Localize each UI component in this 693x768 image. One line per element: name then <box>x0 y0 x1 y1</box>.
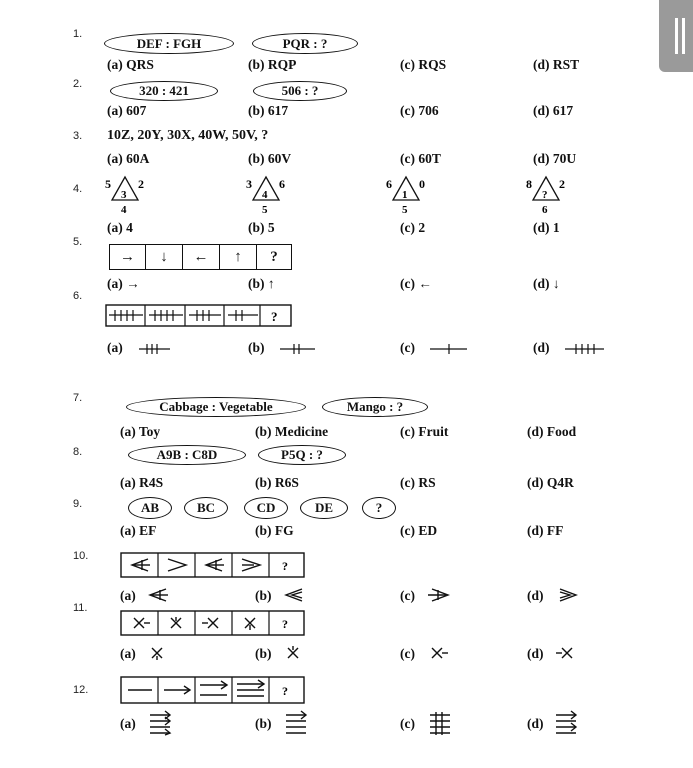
pair-oval: PQR : ? <box>252 33 358 54</box>
svg-text:5: 5 <box>402 204 408 216</box>
svg-text:3: 3 <box>121 189 127 201</box>
option-c[interactable]: (c) 2 <box>400 220 426 235</box>
option-a[interactable]: (a) 607 <box>107 103 147 118</box>
arrow-lines-option-icon <box>148 710 174 736</box>
series-oval: CD <box>244 497 288 519</box>
pair-oval: 506 : ? <box>253 81 347 101</box>
option-b[interactable]: (b) 617 <box>248 103 289 118</box>
svg-text:8: 8 <box>526 177 532 191</box>
series-oval: AB <box>128 497 172 519</box>
svg-text:1: 1 <box>402 189 408 201</box>
question-number: 7. <box>73 392 83 404</box>
question-number: 12. <box>73 684 89 696</box>
option-a[interactable]: (a) 60A <box>107 151 150 166</box>
option-c[interactable]: (c) ← <box>400 276 432 291</box>
triangle-figure <box>105 177 144 216</box>
option-c[interactable]: (c) <box>400 588 415 603</box>
cross-option-icon <box>554 645 576 661</box>
svg-text:0: 0 <box>419 177 425 191</box>
option-c[interactable]: (c) <box>400 340 415 355</box>
number-letter-series: 10Z, 20Y, 30X, 40W, 50V, ? <box>107 128 269 143</box>
scroll-handle[interactable] <box>659 0 693 72</box>
tally-option-icon <box>428 342 470 356</box>
angle-option-icon <box>146 586 170 604</box>
question-number: 4. <box>73 183 83 195</box>
option-a[interactable]: (a) <box>107 340 123 355</box>
arrow-left-icon: ← <box>183 245 220 269</box>
pair-oval: DEF : FGH <box>104 33 234 54</box>
question-number: 1. <box>73 28 83 40</box>
option-c[interactable]: (c) <box>400 716 415 731</box>
arrow-sequence <box>109 244 292 270</box>
pair-oval: P5Q : ? <box>258 445 346 465</box>
question-number: 8. <box>73 446 83 458</box>
cross-option-icon <box>284 645 304 661</box>
cross-symbol-sequence <box>120 610 310 638</box>
svg-text:5: 5 <box>105 177 111 191</box>
angle-option-icon <box>426 586 454 604</box>
cross-option-icon <box>428 645 450 661</box>
question-mark: ? <box>270 248 278 265</box>
svg-text:6: 6 <box>279 177 285 191</box>
tally-sequence <box>105 304 305 328</box>
option-d[interactable]: (d) RST <box>533 57 580 72</box>
series-oval: DE <box>300 497 348 519</box>
triangle-figure <box>526 177 565 216</box>
option-d[interactable]: (d) ↓ <box>533 276 560 291</box>
svg-text:5: 5 <box>262 204 268 216</box>
arrow-lines-icon <box>128 680 264 696</box>
question-mark: ? <box>282 684 288 698</box>
option-d[interactable]: (d) 70U <box>533 151 577 166</box>
option-a[interactable]: (a) 4 <box>107 220 133 235</box>
arrow-up-icon: ↑ <box>220 245 257 269</box>
arrow-lines-option-icon <box>428 710 454 736</box>
question-mark: ? <box>271 309 278 324</box>
question-number: 11. <box>73 602 88 614</box>
option-c[interactable]: (c) 706 <box>400 103 439 118</box>
option-b[interactable]: (b) ↑ <box>248 276 275 291</box>
option-c[interactable]: (c) ED <box>400 523 438 538</box>
option-c[interactable]: (c) Fruit <box>400 424 449 439</box>
scroll-grip-line <box>682 18 685 54</box>
triangle-figure <box>386 177 425 216</box>
option-a[interactable]: (a) <box>120 716 136 731</box>
option-b[interactable]: (b) <box>255 646 272 661</box>
question-number: 10. <box>73 550 89 562</box>
option-d[interactable]: (d) <box>527 716 544 731</box>
option-d[interactable]: (d) <box>533 340 550 355</box>
question-number: 6. <box>73 290 83 302</box>
option-b[interactable]: (b) <box>255 588 272 603</box>
option-b[interactable]: (b) 60V <box>248 151 292 166</box>
option-a[interactable]: (a) <box>120 646 136 661</box>
scroll-grip-line <box>675 18 678 54</box>
option-b[interactable]: (b) RQP <box>248 57 297 72</box>
svg-text:6: 6 <box>542 204 548 216</box>
svg-text:3: 3 <box>246 177 252 191</box>
pair-oval: 320 : 421 <box>110 81 218 101</box>
option-a[interactable]: (a) R4S <box>120 475 164 490</box>
option-b[interactable]: (b) 5 <box>248 220 275 235</box>
option-a[interactable]: (a) Toy <box>120 424 161 439</box>
option-b[interactable]: (b) R6S <box>255 475 299 490</box>
angle-symbol-icon <box>132 559 260 571</box>
option-d[interactable]: (d) 617 <box>533 103 574 118</box>
option-d[interactable]: (d) <box>527 646 544 661</box>
option-b[interactable]: (b) Medicine <box>255 424 329 439</box>
option-a[interactable]: (a) QRS <box>107 57 154 72</box>
tally-option-icon <box>137 342 173 356</box>
question-number: 3. <box>73 130 83 142</box>
question-mark: ? <box>282 559 288 573</box>
option-d[interactable]: (d) Food <box>527 424 577 439</box>
option-d[interactable]: (d) 1 <box>533 220 560 235</box>
option-c[interactable]: (c) RQS <box>400 57 447 72</box>
arrow-lines-option-icon <box>554 710 580 736</box>
tally-option-icon <box>278 342 318 356</box>
tally-option-icon <box>563 342 607 356</box>
option-b[interactable]: (b) FG <box>255 523 294 538</box>
option-a[interactable]: (a) → <box>107 276 140 291</box>
svg-text:2: 2 <box>138 177 144 191</box>
option-a[interactable]: (a) <box>120 588 136 603</box>
option-b[interactable]: (b) <box>248 340 265 355</box>
question-number: 2. <box>73 78 83 90</box>
angle-option-icon <box>556 586 580 604</box>
option-a[interactable]: (a) EF <box>120 523 157 538</box>
pair-oval: Cabbage : Vegetable <box>126 397 306 417</box>
angle-option-icon <box>282 586 306 604</box>
option-c[interactable]: (c) <box>400 646 415 661</box>
question-number: 5. <box>73 236 83 248</box>
option-c[interactable]: (c) RS <box>400 475 436 490</box>
svg-text:?: ? <box>542 189 548 201</box>
question-mark: ? <box>282 617 288 631</box>
arrow-lines-option-icon <box>284 710 310 736</box>
svg-text:6: 6 <box>386 177 392 191</box>
svg-text:4: 4 <box>121 204 127 216</box>
pair-oval: Mango : ? <box>322 397 428 417</box>
option-d[interactable]: (d) FF <box>527 523 564 538</box>
option-d[interactable]: (d) Q4R <box>527 475 574 490</box>
series-oval: BC <box>184 497 228 519</box>
series-oval: ? <box>362 497 396 519</box>
triangle-figure <box>246 177 285 216</box>
cross-option-icon <box>148 645 168 661</box>
arrow-right-icon: → <box>110 245 146 269</box>
pair-oval: A9B : C8D <box>128 445 246 465</box>
arrow-down-icon: ↓ <box>146 245 183 269</box>
svg-text:2: 2 <box>559 177 565 191</box>
angle-symbol-sequence <box>120 552 310 580</box>
svg-text:4: 4 <box>262 189 268 201</box>
option-d[interactable]: (d) <box>527 588 544 603</box>
option-b[interactable]: (b) <box>255 716 272 731</box>
arrow-lines-sequence <box>120 676 310 706</box>
tally-mark-icon <box>109 310 258 321</box>
option-c[interactable]: (c) 60T <box>400 151 441 166</box>
question-number: 9. <box>73 498 83 510</box>
